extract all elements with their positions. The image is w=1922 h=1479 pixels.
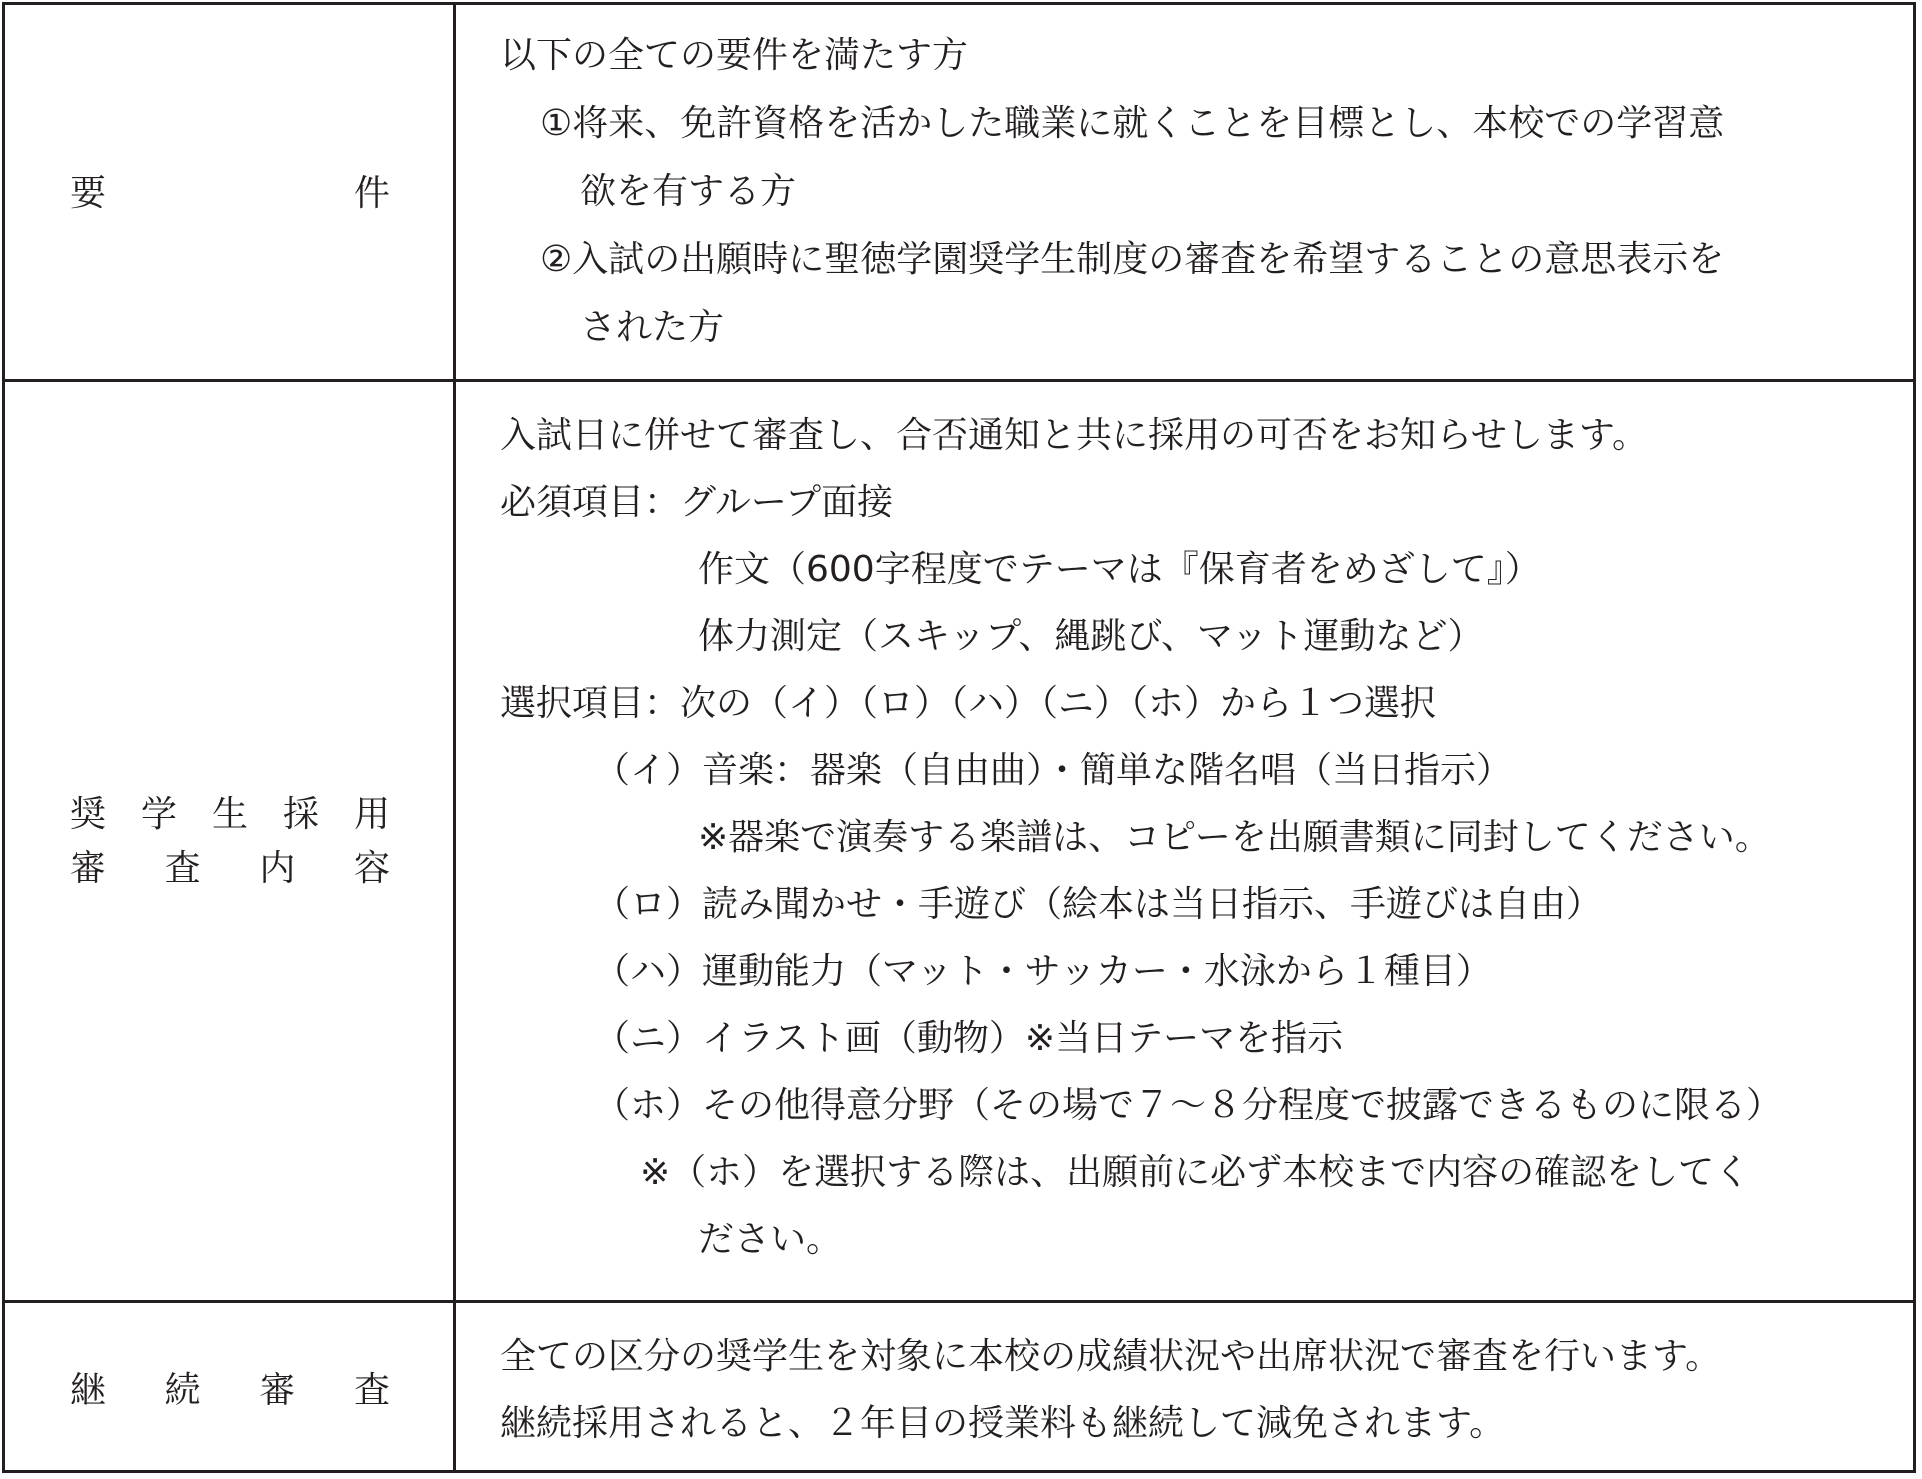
- label-char: 査: [353, 1370, 390, 1411]
- label-char: 要: [70, 173, 107, 214]
- label-char: 用: [353, 794, 390, 835]
- content-line: 全ての区分の奨学生を対象に本校の成績状況や出席状況で審査を行います。: [500, 1336, 1722, 1377]
- label-char: 審: [259, 1370, 296, 1411]
- label-line: [70, 167, 390, 221]
- row-divider: [2, 379, 1916, 382]
- content-line: ださい。: [698, 1219, 843, 1260]
- label-line: [70, 788, 390, 842]
- row-divider: [2, 1300, 1916, 1303]
- content-line: ※（ホ）を選択する際は、出願前に必ず本校まで内容の確認をしてく: [640, 1152, 1751, 1193]
- label-char: 続: [164, 1370, 201, 1411]
- label-continuation-review: [70, 1364, 390, 1418]
- label-char: 生: [211, 794, 248, 835]
- label-line: [70, 842, 390, 896]
- content-line: （ニ）イラスト画（動物）※当日テーマを指示: [594, 1018, 1344, 1059]
- content-line: 欲を有する方: [580, 171, 797, 212]
- content-line: 継続採用されると、２年目の授業料も継続して減免されます。: [500, 1403, 1506, 1444]
- label-char: 学: [140, 794, 177, 835]
- label-char: 内: [259, 848, 296, 889]
- label-char: 継: [70, 1370, 107, 1411]
- label-char: 容: [353, 848, 390, 889]
- content-line: ②入試の出願時に聖徳学園奨学生制度の審査を希望することの意思表示を: [540, 239, 1725, 280]
- label-scholarship-review: [70, 788, 390, 896]
- content-line: 体力測定（スキップ、縄跳び、マット運動など）: [698, 616, 1484, 657]
- content-line: 必須項目：グループ面接: [500, 482, 894, 523]
- label-line: [70, 1364, 390, 1418]
- content-line: ①将来、免許資格を活かした職業に就くことを目標とし、本校での学習意: [540, 103, 1725, 144]
- content-line: （ハ）運動能力（マット・サッカー・水泳から１種目）: [594, 951, 1492, 992]
- label-char: 査: [164, 848, 201, 889]
- label-requirements: [70, 167, 390, 221]
- column-divider: [453, 2, 456, 1473]
- content-line: された方: [580, 307, 725, 348]
- label-char: 採: [282, 794, 319, 835]
- label-char: 審: [70, 848, 107, 889]
- content-line: ※器楽で演奏する楽譜は、コピーを出願書類に同封してください。: [698, 817, 1771, 858]
- content-line: 選択項目：次の（イ）（ロ）（ハ）（ニ）（ホ）から１つ選択: [500, 683, 1437, 724]
- table-border: [2, 2, 1916, 1473]
- label-char: 奨: [70, 794, 107, 835]
- content-line: 作文（600字程度でテーマは『保育者をめざして』）: [698, 549, 1541, 590]
- content-line: 入試日に併せて審査し、合否通知と共に採用の可否をお知らせします。: [500, 415, 1649, 456]
- content-line: （イ）音楽：器楽（自由曲）・簡単な階名唱（当日指示）: [594, 750, 1513, 791]
- content-line: （ホ）その他得意分野（その場で７～８分程度で披露できるものに限る）: [594, 1085, 1783, 1126]
- content-line: 以下の全ての要件を満たす方: [500, 35, 969, 76]
- content-line: （ロ）読み聞かせ・手遊び（絵本は当日指示、手遊びは自由）: [594, 884, 1603, 925]
- label-char: 件: [353, 173, 390, 214]
